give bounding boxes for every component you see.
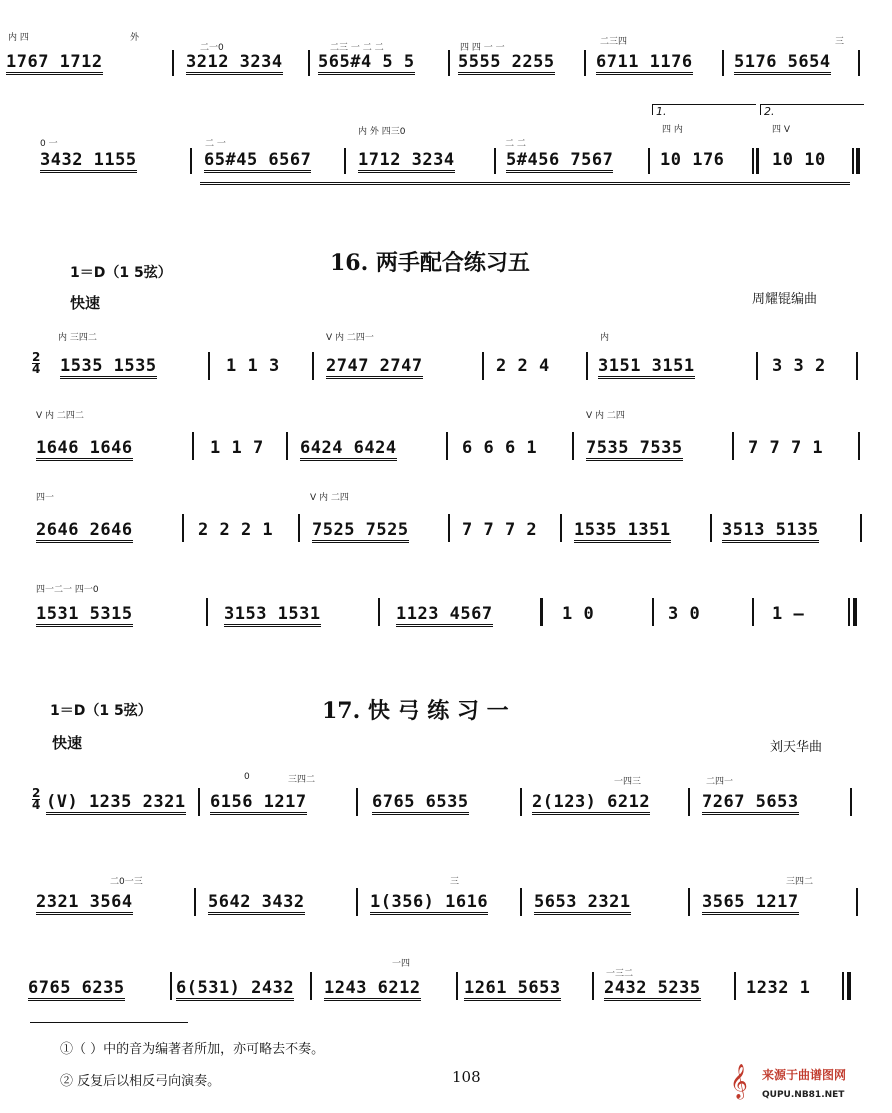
time-signature: 2 4 <box>32 786 41 812</box>
measure: 7 7 7 1 <box>748 438 824 458</box>
measure: 7 7 7 2 <box>462 520 538 540</box>
finger-marks: 二一0 <box>200 43 224 53</box>
treble-clef-icon: 𝄞 <box>730 1064 748 1099</box>
bowing-marks: 内 四 <box>8 33 29 43</box>
measure: 6765 6535 <box>372 792 469 815</box>
barline <box>856 888 858 916</box>
barline <box>856 352 858 380</box>
finger-marks: 一四 <box>392 959 411 969</box>
barline <box>482 352 484 380</box>
watermark-title: 来源于曲谱图网 <box>762 1068 847 1082</box>
measure: 1767 1712 <box>6 52 103 75</box>
measure: 5642 3432 <box>208 892 305 915</box>
measure: 1(356) 1616 <box>370 892 488 915</box>
measure: 1 1 7 <box>210 438 264 458</box>
measure: 1232 1 <box>746 978 811 998</box>
measure: 1123 4567 <box>396 604 493 627</box>
measure: 1 0 <box>562 604 595 624</box>
barline <box>312 352 314 380</box>
barline <box>456 972 458 1000</box>
barline <box>170 972 172 1000</box>
piece-title: 17. 快 弓 练 习 一 <box>322 698 509 724</box>
finger-marks: V 内 二四二 <box>36 411 84 421</box>
barline <box>572 432 574 460</box>
barline <box>172 50 174 76</box>
barline <box>688 788 690 816</box>
barline <box>860 514 862 542</box>
measure: 2(123) 6212 <box>532 792 650 815</box>
barline <box>732 432 734 460</box>
piece17-row-3 <box>0 948 892 1008</box>
piece16-row-1 <box>0 330 892 390</box>
footnote-rule <box>30 1022 188 1023</box>
repeat-barline <box>540 598 543 626</box>
piece16-row-3 <box>0 490 892 550</box>
barline <box>182 514 184 542</box>
barline <box>520 888 522 916</box>
measure: 2321 3564 <box>36 892 133 915</box>
composer: 刘天华曲 <box>770 740 823 755</box>
key-signature: 1＝D（1 5弦） <box>50 703 152 719</box>
barline <box>584 50 586 76</box>
barline <box>756 148 759 174</box>
measure: 5555 2255 <box>458 52 555 75</box>
barline <box>652 598 654 626</box>
barline <box>286 432 288 460</box>
finger-marks: 四一 <box>36 493 55 503</box>
final-barline <box>856 148 860 174</box>
time-signature: 2 4 <box>32 350 41 376</box>
measure: 6156 1217 <box>210 792 307 815</box>
finger-marks: 二三四 <box>600 37 628 47</box>
key-signature: 1＝D（1 5弦） <box>70 265 172 281</box>
measure: 1243 6212 <box>324 978 421 1001</box>
barline <box>752 598 754 626</box>
finger-marks: 内 外 四三0 <box>358 127 406 137</box>
measure: 1 1 3 <box>226 356 280 376</box>
barline <box>850 788 852 816</box>
final-barline <box>848 598 850 626</box>
measure: 565#4 5 5 <box>318 52 415 75</box>
piece16-row-4 <box>0 574 892 634</box>
measure: 3151 3151 <box>598 356 695 379</box>
piece17-row-2 <box>0 862 892 922</box>
bowing-marks: 外 <box>130 33 140 43</box>
measure: 65#45 6567 <box>204 150 311 173</box>
barline <box>448 50 450 76</box>
barline <box>520 788 522 816</box>
barline <box>752 148 754 174</box>
finger-marks: 二四一 <box>706 777 734 787</box>
barline <box>308 50 310 76</box>
barline <box>858 50 860 76</box>
measure: 7267 5653 <box>702 792 799 815</box>
measure: 6424 6424 <box>300 438 397 461</box>
measure: 3153 1531 <box>224 604 321 627</box>
slur-line <box>200 180 850 185</box>
measure: 3565 1217 <box>702 892 799 915</box>
finger-marks: 三 <box>450 877 460 887</box>
measure: 1646 1646 <box>36 438 133 461</box>
barline <box>356 888 358 916</box>
volta-1: 1. <box>652 104 756 115</box>
measure: 2646 2646 <box>36 520 133 543</box>
finger-marks: 四 内 <box>662 125 683 135</box>
piece17-row-1 <box>0 762 892 822</box>
finger-marks: V 内 二四 <box>586 411 625 421</box>
measure: 3212 3234 <box>186 52 283 75</box>
measure: 3 0 <box>668 604 701 624</box>
barline <box>756 352 758 380</box>
finger-marks: V 内 二四一 <box>326 333 374 343</box>
measure: (V) 1235 2321 <box>46 792 186 815</box>
barline <box>448 514 450 542</box>
composer: 周耀锟编曲 <box>752 292 818 307</box>
finger-marks: V 内 二四 <box>310 493 349 503</box>
measure: 7525 7525 <box>312 520 409 543</box>
barline <box>710 514 712 542</box>
barline <box>446 432 448 460</box>
watermark-url: QUPU.NB81.NET <box>762 1090 845 1100</box>
measure: 1 – <box>772 604 805 624</box>
final-barline <box>842 972 844 1000</box>
measure: 6765 6235 <box>28 978 125 1001</box>
barline <box>560 514 562 542</box>
measure: 10 10 <box>772 150 826 170</box>
measure: 1535 1351 <box>574 520 671 543</box>
barline <box>208 352 210 380</box>
barline <box>198 788 200 816</box>
footnote-2: ② 反复后以相反弓向演奏。 <box>60 1074 221 1089</box>
measure: 2432 5235 <box>604 978 701 1001</box>
finger-marks: 0 一 <box>40 139 58 149</box>
barline <box>344 148 346 174</box>
tempo-marking: 快速 <box>52 734 83 752</box>
barline <box>190 148 192 174</box>
barline <box>310 972 312 1000</box>
barline <box>688 888 690 916</box>
finger-marks: 内 <box>600 333 610 343</box>
finger-marks: 二0一三 <box>110 877 143 887</box>
finger-marks: 三四二 <box>288 775 316 785</box>
measure: 5176 5654 <box>734 52 831 75</box>
measure: 7535 7535 <box>586 438 683 461</box>
tempo-marking: 快速 <box>70 294 101 312</box>
finger-marks: 四 V <box>772 125 791 135</box>
barline <box>734 972 736 1000</box>
finger-marks: 一四三 <box>614 777 642 787</box>
measure: 10 176 <box>660 150 725 170</box>
final-barline <box>847 972 851 1000</box>
prev-piece-row-1 <box>0 28 892 88</box>
measure: 5653 2321 <box>534 892 631 915</box>
barline <box>356 788 358 816</box>
barline <box>586 352 588 380</box>
final-barline <box>853 598 857 626</box>
final-barline <box>852 148 854 174</box>
barline <box>592 972 594 1000</box>
footnote-1: ①（ ）中的音为编著者所加，亦可略去不奏。 <box>60 1042 325 1057</box>
measure: 1712 3234 <box>358 150 455 173</box>
finger-marks: 0 <box>244 772 250 782</box>
finger-marks: 二 二 <box>505 139 526 149</box>
finger-marks: 三 <box>835 37 845 47</box>
volta-2: 2. <box>760 104 864 115</box>
measure: 2 2 4 <box>496 356 550 376</box>
measure: 3432 1155 <box>40 150 137 173</box>
measure: 1535 1535 <box>60 356 157 379</box>
measure: 1531 5315 <box>36 604 133 627</box>
measure: 6(531) 2432 <box>176 978 294 1001</box>
measure: 6 6 6 1 <box>462 438 538 458</box>
measure: 5#456 7567 <box>506 150 613 173</box>
barline <box>194 888 196 916</box>
measure: 6711 1176 <box>596 52 693 75</box>
barline <box>206 598 208 626</box>
barline <box>858 432 860 460</box>
finger-marks: 二三 一 二 二 <box>330 43 384 53</box>
barline <box>378 598 380 626</box>
repeat-barline <box>648 148 650 174</box>
barline <box>192 432 194 460</box>
measure: 3 3 2 <box>772 356 826 376</box>
barline <box>722 50 724 76</box>
measure: 2747 2747 <box>326 356 423 379</box>
piece-title: 16. 两手配合练习五 <box>330 250 530 276</box>
finger-marks: 内 三四二 <box>58 333 97 343</box>
finger-marks: 四 四 一 一 <box>460 43 505 53</box>
finger-marks: 四一二一 四一0 <box>36 585 99 595</box>
page-number: 108 <box>452 1068 481 1086</box>
prev-piece-row-2 <box>0 105 892 178</box>
measure: 2 2 2 1 <box>198 520 274 540</box>
barline <box>494 148 496 174</box>
measure: 3513 5135 <box>722 520 819 543</box>
barline <box>298 514 300 542</box>
piece16-row-2 <box>0 408 892 468</box>
finger-marks: 三四二 <box>786 877 814 887</box>
measure: 1261 5653 <box>464 978 561 1001</box>
finger-marks: 二 一 <box>205 139 226 149</box>
finger-marks: 一三二 <box>606 969 634 979</box>
